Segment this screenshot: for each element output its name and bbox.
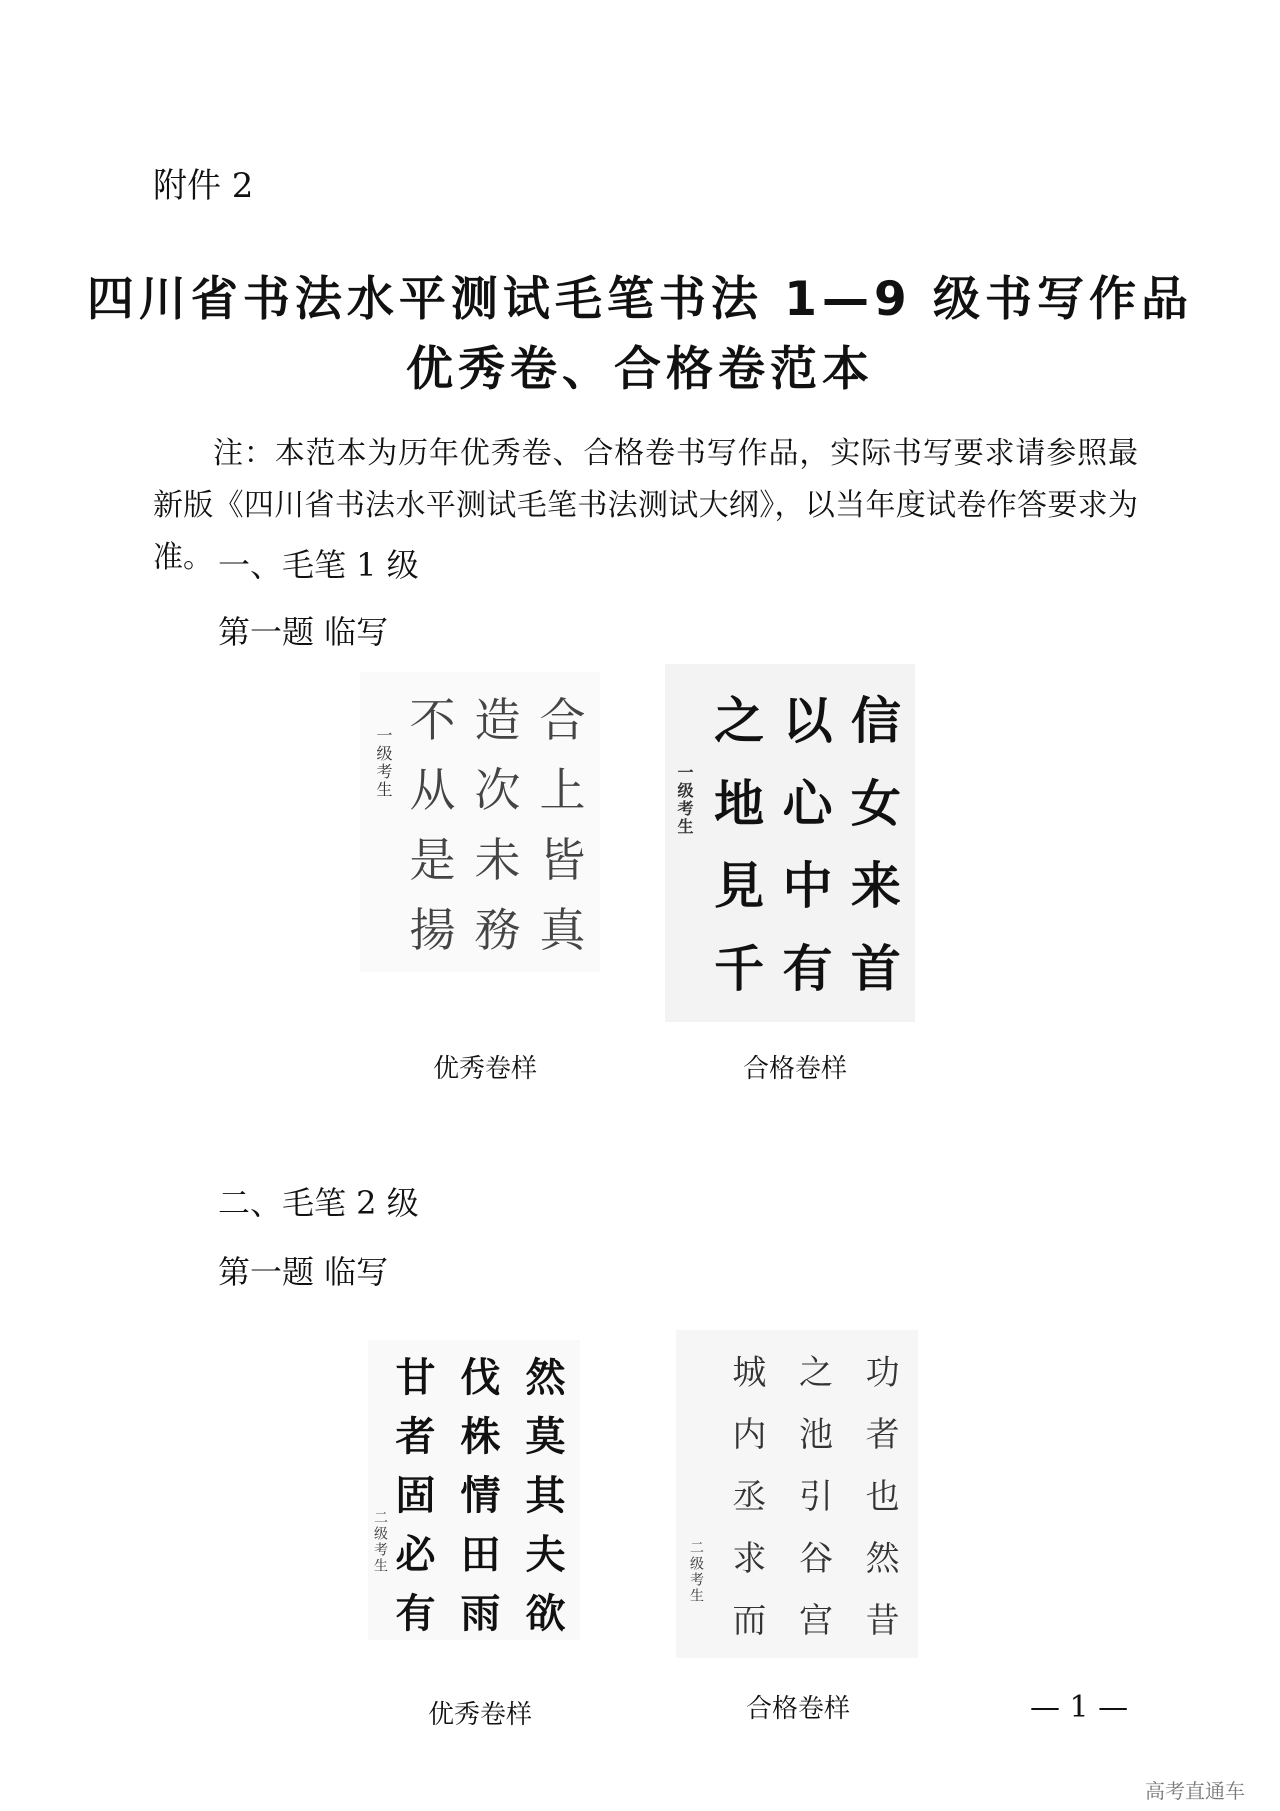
char: 中 xyxy=(782,856,833,916)
char: 池 xyxy=(798,1414,833,1455)
char: 甘 xyxy=(395,1354,436,1401)
caption-level1-excellent: 优秀卷样 xyxy=(432,1054,537,1084)
char: 皆 xyxy=(539,833,586,887)
char: 造 xyxy=(474,693,521,747)
char: 谷 xyxy=(798,1538,833,1579)
watermark: 高考直通车 xyxy=(1145,1779,1245,1803)
char: 引 xyxy=(798,1476,833,1517)
sample-signature: 二级考生 xyxy=(372,1510,388,1574)
char: 然 xyxy=(865,1538,900,1579)
sample-signature: 二级考生 xyxy=(688,1540,704,1604)
char: 莫 xyxy=(525,1413,566,1460)
char: 揚 xyxy=(409,903,456,957)
sample-signature: 一级考生 xyxy=(675,764,694,836)
char: 以 xyxy=(782,691,833,751)
char: 上 xyxy=(539,763,586,817)
char: 然 xyxy=(525,1354,566,1401)
caption-level2-qualified: 合格卷样 xyxy=(745,1694,850,1724)
question-heading-level1: 第一题 临写 xyxy=(218,613,389,651)
char: 必 xyxy=(395,1531,436,1578)
char: 之 xyxy=(798,1352,833,1393)
char: 心 xyxy=(782,773,833,833)
sample-image-level1-qualified xyxy=(665,664,915,1022)
section-heading-level2: 二、毛笔 2 级 xyxy=(218,1184,419,1222)
caption-level2-excellent: 优秀卷样 xyxy=(427,1700,532,1730)
char: 夫 xyxy=(525,1531,566,1578)
char: 次 xyxy=(474,763,521,817)
char: 首 xyxy=(850,938,901,998)
char: 千 xyxy=(714,938,765,998)
char: 也 xyxy=(865,1476,900,1517)
char: 雨 xyxy=(460,1590,501,1637)
char: 有 xyxy=(395,1590,436,1637)
char: 有 xyxy=(782,938,833,998)
char: 女 xyxy=(850,773,901,833)
char: 見 xyxy=(714,856,765,916)
char: 合 xyxy=(539,693,586,747)
char: 者 xyxy=(865,1414,900,1455)
char: 是 xyxy=(409,833,456,887)
char: 宫 xyxy=(798,1600,833,1641)
char: 其 xyxy=(525,1472,566,1519)
question-heading-level2: 第一题 临写 xyxy=(218,1253,389,1291)
char: 者 xyxy=(395,1413,436,1460)
sample-image-level2-excellent xyxy=(368,1340,580,1640)
sample-image-level2-qualified xyxy=(676,1330,918,1658)
char: 固 xyxy=(395,1472,436,1519)
section-heading-level1: 一、毛笔 1 级 xyxy=(218,546,419,584)
char: 欲 xyxy=(525,1590,566,1637)
char: 情 xyxy=(460,1472,501,1519)
char: 丞 xyxy=(732,1476,767,1517)
caption-level1-qualified: 合格卷样 xyxy=(742,1054,847,1084)
sample-signature: 一级考生 xyxy=(374,727,393,799)
char: 而 xyxy=(732,1600,767,1641)
char: 之 xyxy=(714,691,765,751)
document-title-line1: 四川省书法水平测试毛笔书法 1—9 级书写作品 xyxy=(86,272,1194,327)
page-number: — 1 — xyxy=(1030,1690,1129,1725)
char: 昔 xyxy=(865,1600,900,1641)
note-paragraph: 注：本范本为历年优秀卷、合格卷书写作品，实际书写要求请参照最新版《四川省书法水平测试毛笔书法测试大纲》，以当年度试卷作答要求为准。 xyxy=(153,436,1138,575)
char: 不 xyxy=(409,693,456,747)
char: 内 xyxy=(732,1414,767,1455)
attachment-label: 附件 2 xyxy=(153,166,254,206)
char: 来 xyxy=(850,856,901,916)
char: 未 xyxy=(474,833,521,887)
char: 務 xyxy=(474,903,521,957)
char: 田 xyxy=(460,1531,501,1578)
document-title-line2: 优秀卷、合格卷范本 xyxy=(406,342,874,397)
char: 伐 xyxy=(460,1354,501,1401)
char: 求 xyxy=(732,1538,767,1579)
char: 株 xyxy=(460,1413,501,1460)
char: 城 xyxy=(732,1352,767,1393)
char: 功 xyxy=(865,1352,900,1393)
sample-image-level1-excellent xyxy=(360,672,600,972)
char: 真 xyxy=(539,903,586,957)
char: 地 xyxy=(714,773,765,833)
char: 从 xyxy=(409,763,456,817)
char: 信 xyxy=(850,691,901,751)
